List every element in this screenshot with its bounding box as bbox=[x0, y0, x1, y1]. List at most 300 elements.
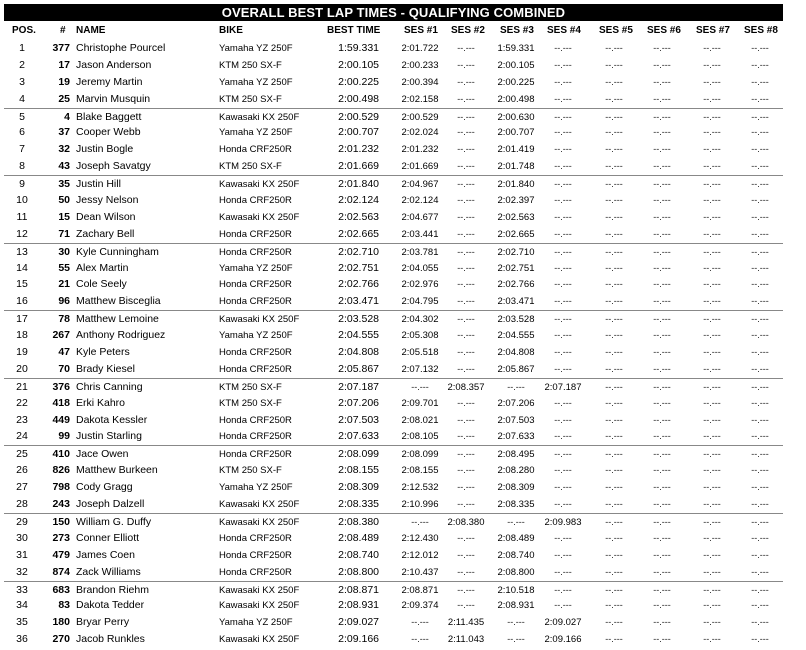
best-time-cell: 2:08.800 bbox=[338, 565, 379, 578]
session-3-cell: 2:10.518 bbox=[497, 584, 535, 596]
session-6-cell: --.--- bbox=[653, 347, 671, 358]
session-1-cell: 2:08.871 bbox=[401, 584, 439, 596]
session-4-cell: --.--- bbox=[554, 363, 572, 374]
col-s7-header: SES #7 bbox=[696, 25, 730, 36]
best-time-cell: 2:04.808 bbox=[338, 346, 379, 359]
table-row bbox=[4, 547, 783, 564]
rider-name-cell: Chris Canning bbox=[76, 380, 143, 393]
session-3-cell: 2:08.931 bbox=[497, 600, 535, 612]
session-7-cell: --.--- bbox=[703, 499, 721, 510]
col-s1-header: SES #1 bbox=[404, 25, 438, 36]
bike-cell: Honda CRF250R bbox=[219, 279, 292, 291]
session-6-cell: --.--- bbox=[653, 179, 671, 190]
session-2-cell: --.--- bbox=[457, 76, 475, 87]
table-row bbox=[4, 57, 783, 74]
table-row bbox=[4, 614, 783, 631]
session-7-cell: --.--- bbox=[703, 566, 721, 577]
rider-name-cell: Zachary Bell bbox=[76, 227, 135, 240]
session-8-cell: --.--- bbox=[751, 330, 769, 341]
session-5-cell: --.--- bbox=[605, 296, 623, 307]
session-7-cell: --.--- bbox=[703, 211, 721, 222]
session-5-cell: --.--- bbox=[605, 59, 623, 70]
session-6-cell: --.--- bbox=[653, 296, 671, 307]
session-4-cell: --.--- bbox=[554, 465, 572, 476]
rider-name-cell: James Coen bbox=[76, 548, 135, 561]
best-time-cell: 2:03.528 bbox=[338, 313, 379, 326]
session-8-cell: --.--- bbox=[751, 347, 769, 358]
session-8-cell: --.--- bbox=[751, 414, 769, 425]
rider-number-cell: 243 bbox=[52, 498, 70, 511]
session-6-cell: --.--- bbox=[653, 262, 671, 273]
session-3-cell: 2:02.563 bbox=[497, 211, 535, 223]
table-row bbox=[4, 462, 783, 479]
position-cell: 8 bbox=[19, 160, 25, 173]
rider-number-cell: 99 bbox=[58, 430, 70, 443]
session-3-cell: 2:00.225 bbox=[497, 76, 535, 88]
session-5-cell: --.--- bbox=[605, 347, 623, 358]
session-8-cell: --.--- bbox=[751, 516, 769, 527]
session-7-cell: --.--- bbox=[703, 330, 721, 341]
table-row bbox=[4, 141, 783, 158]
rider-number-cell: 377 bbox=[52, 42, 70, 54]
session-1-cell: 2:08.155 bbox=[401, 465, 439, 477]
session-5-cell: --.--- bbox=[605, 516, 623, 527]
session-7-cell: --.--- bbox=[703, 43, 721, 53]
session-5-cell: --.--- bbox=[605, 482, 623, 493]
session-7-cell: --.--- bbox=[703, 296, 721, 307]
best-time-cell: 2:00.105 bbox=[338, 58, 379, 71]
session-7-cell: --.--- bbox=[703, 465, 721, 476]
best-time-cell: 2:01.840 bbox=[338, 178, 379, 191]
best-time-cell: 2:05.867 bbox=[338, 362, 379, 375]
table-row bbox=[4, 74, 783, 91]
best-time-cell: 2:02.710 bbox=[338, 245, 379, 258]
session-4-cell: --.--- bbox=[554, 431, 572, 442]
session-7-cell: --.--- bbox=[703, 347, 721, 358]
session-5-cell: --.--- bbox=[605, 381, 623, 392]
session-6-cell: --.--- bbox=[653, 211, 671, 222]
table-row bbox=[4, 209, 783, 226]
best-time-cell: 2:08.740 bbox=[338, 548, 379, 561]
bike-cell: Yamaha YZ 250F bbox=[219, 330, 293, 342]
rider-name-cell: Brady Kiesel bbox=[76, 362, 135, 375]
session-1-cell: 2:08.021 bbox=[401, 414, 439, 426]
session-2-cell: --.--- bbox=[457, 246, 475, 257]
rider-name-cell: Brandon Riehm bbox=[76, 583, 149, 596]
position-cell: 29 bbox=[16, 515, 28, 528]
best-time-cell: 2:00.498 bbox=[338, 92, 379, 105]
session-5-cell: --.--- bbox=[605, 179, 623, 190]
bike-cell: Yamaha YZ 250F bbox=[219, 482, 293, 494]
session-5-cell: --.--- bbox=[605, 93, 623, 104]
position-cell: 25 bbox=[16, 448, 28, 461]
session-2-cell: --.--- bbox=[457, 111, 475, 122]
session-3-cell: 2:07.206 bbox=[497, 397, 535, 409]
session-2-cell: --.--- bbox=[457, 195, 475, 206]
bike-cell: Kawasaki KX 250F bbox=[219, 111, 300, 123]
best-time-cell: 2:08.335 bbox=[338, 498, 379, 511]
rider-number-cell: 479 bbox=[52, 548, 70, 561]
session-4-cell: --.--- bbox=[554, 111, 572, 122]
session-1-cell: 2:08.099 bbox=[401, 449, 439, 461]
rider-name-cell: Zack Williams bbox=[76, 565, 141, 578]
table-row bbox=[4, 581, 783, 598]
session-5-cell: --.--- bbox=[605, 363, 623, 374]
col-best-header: BEST TIME bbox=[327, 25, 381, 36]
session-6-cell: --.--- bbox=[653, 449, 671, 460]
position-cell: 5 bbox=[19, 110, 25, 123]
bike-cell: KTM 250 SX-F bbox=[219, 59, 282, 71]
session-8-cell: --.--- bbox=[751, 314, 769, 325]
bike-cell: KTM 250 SX-F bbox=[219, 93, 282, 105]
session-8-cell: --.--- bbox=[751, 397, 769, 408]
position-cell: 13 bbox=[16, 245, 28, 258]
session-3-cell: 2:04.808 bbox=[497, 347, 535, 359]
best-time-cell: 2:02.766 bbox=[338, 278, 379, 291]
session-7-cell: --.--- bbox=[703, 279, 721, 290]
session-2-cell: --.--- bbox=[457, 279, 475, 290]
rider-name-cell: Justin Hill bbox=[76, 178, 121, 191]
session-3-cell: 2:02.751 bbox=[497, 262, 535, 274]
page-title: OVERALL BEST LAP TIMES - QUALIFYING COMBINED bbox=[4, 4, 783, 21]
session-3-cell: 2:08.280 bbox=[497, 465, 535, 477]
rider-number-cell: 32 bbox=[58, 143, 70, 156]
session-1-cell: 2:09.374 bbox=[401, 600, 439, 612]
bike-cell: Kawasaki KX 250F bbox=[219, 584, 300, 596]
best-time-cell: 2:01.669 bbox=[338, 160, 379, 173]
session-8-cell: --.--- bbox=[751, 195, 769, 206]
session-5-cell: --.--- bbox=[605, 127, 623, 138]
rider-number-cell: 19 bbox=[58, 75, 70, 88]
table-row bbox=[4, 344, 783, 361]
rider-number-cell: 4 bbox=[64, 110, 70, 123]
table-row bbox=[4, 361, 783, 378]
session-5-cell: --.--- bbox=[605, 211, 623, 222]
position-cell: 10 bbox=[16, 194, 28, 207]
session-8-cell: --.--- bbox=[751, 499, 769, 510]
rider-name-cell: Kyle Peters bbox=[76, 346, 130, 359]
session-8-cell: --.--- bbox=[751, 634, 769, 645]
session-5-cell: --.--- bbox=[605, 465, 623, 476]
session-7-cell: --.--- bbox=[703, 314, 721, 325]
session-7-cell: --.--- bbox=[703, 549, 721, 560]
session-4-cell: --.--- bbox=[554, 584, 572, 595]
best-time-cell: 2:07.206 bbox=[338, 396, 379, 409]
session-5-cell: --.--- bbox=[605, 246, 623, 257]
rider-name-cell: William G. Duffy bbox=[76, 515, 152, 528]
session-5-cell: --.--- bbox=[605, 161, 623, 172]
bike-cell: Yamaha YZ 250F bbox=[219, 262, 293, 274]
table-row bbox=[4, 327, 783, 344]
rider-name-cell: Anthony Rodriguez bbox=[76, 329, 166, 342]
session-6-cell: --.--- bbox=[653, 59, 671, 70]
session-5-cell: --.--- bbox=[605, 195, 623, 206]
bike-cell: Honda CRF250R bbox=[219, 144, 292, 156]
bike-cell: Yamaha YZ 250F bbox=[219, 617, 293, 629]
session-4-cell: --.--- bbox=[554, 195, 572, 206]
session-4-cell: --.--- bbox=[554, 549, 572, 560]
session-3-cell: 2:01.419 bbox=[497, 144, 535, 156]
bike-cell: Honda CRF250R bbox=[219, 363, 292, 375]
session-1-cell: 2:01.232 bbox=[401, 144, 439, 156]
session-2-cell: --.--- bbox=[457, 414, 475, 425]
session-1-cell: 2:10.996 bbox=[401, 499, 439, 511]
best-time-cell: 2:03.471 bbox=[338, 295, 379, 308]
session-1-cell: 2:03.781 bbox=[401, 246, 439, 258]
session-1-cell: 2:10.437 bbox=[401, 566, 439, 578]
session-5-cell: --.--- bbox=[605, 330, 623, 341]
session-1-cell: 2:12.012 bbox=[401, 549, 439, 561]
session-3-cell: --.--- bbox=[507, 617, 525, 628]
session-2-cell: --.--- bbox=[457, 600, 475, 611]
session-5-cell: --.--- bbox=[605, 499, 623, 510]
bike-cell: KTM 250 SX-F bbox=[219, 397, 282, 409]
table-row bbox=[4, 276, 783, 293]
session-7-cell: --.--- bbox=[703, 111, 721, 122]
session-4-cell: --.--- bbox=[554, 279, 572, 290]
session-5-cell: --.--- bbox=[605, 414, 623, 425]
col-name-header: NAME bbox=[76, 25, 106, 36]
session-5-cell: --.--- bbox=[605, 43, 623, 53]
session-4-cell: --.--- bbox=[554, 449, 572, 460]
session-5-cell: --.--- bbox=[605, 76, 623, 87]
rider-number-cell: 270 bbox=[52, 633, 70, 646]
session-4-cell: --.--- bbox=[554, 59, 572, 70]
bike-cell: KTM 250 SX-F bbox=[219, 465, 282, 477]
table-row bbox=[4, 530, 783, 547]
session-6-cell: --.--- bbox=[653, 584, 671, 595]
results-table bbox=[4, 40, 783, 648]
session-7-cell: --.--- bbox=[703, 195, 721, 206]
col-s6-header: SES #6 bbox=[647, 25, 681, 36]
session-2-cell: --.--- bbox=[457, 314, 475, 325]
position-cell: 3 bbox=[19, 75, 25, 88]
session-8-cell: --.--- bbox=[751, 532, 769, 543]
session-3-cell: 2:02.710 bbox=[497, 246, 535, 258]
session-7-cell: --.--- bbox=[703, 482, 721, 493]
bike-cell: Honda CRF250R bbox=[219, 296, 292, 308]
table-row bbox=[4, 108, 783, 125]
rider-number-cell: 78 bbox=[58, 313, 70, 326]
session-6-cell: --.--- bbox=[653, 330, 671, 341]
session-2-cell: --.--- bbox=[457, 228, 475, 239]
session-3-cell: 2:03.528 bbox=[497, 314, 535, 326]
bike-cell: Honda CRF250R bbox=[219, 414, 292, 426]
session-1-cell: 2:03.441 bbox=[401, 228, 439, 240]
col-s2-header: SES #2 bbox=[451, 25, 485, 36]
table-row bbox=[4, 310, 783, 327]
session-5-cell: --.--- bbox=[605, 617, 623, 628]
table-row bbox=[4, 564, 783, 581]
rider-number-cell: 15 bbox=[58, 210, 70, 223]
session-8-cell: --.--- bbox=[751, 279, 769, 290]
session-6-cell: --.--- bbox=[653, 549, 671, 560]
session-3-cell: 2:00.707 bbox=[497, 127, 535, 139]
session-2-cell: --.--- bbox=[457, 566, 475, 577]
position-cell: 15 bbox=[16, 278, 28, 291]
session-2-cell: --.--- bbox=[457, 161, 475, 172]
session-6-cell: --.--- bbox=[653, 532, 671, 543]
bike-cell: Yamaha YZ 250F bbox=[219, 127, 293, 139]
session-1-cell: 2:02.124 bbox=[401, 195, 439, 207]
best-time-cell: 2:02.665 bbox=[338, 227, 379, 240]
session-6-cell: --.--- bbox=[653, 161, 671, 172]
rider-number-cell: 273 bbox=[52, 531, 70, 544]
best-time-cell: 2:09.166 bbox=[338, 633, 379, 646]
position-cell: 19 bbox=[16, 346, 28, 359]
session-6-cell: --.--- bbox=[653, 279, 671, 290]
session-6-cell: --.--- bbox=[653, 127, 671, 138]
session-1-cell: 2:12.430 bbox=[401, 532, 439, 544]
best-time-cell: 2:01.232 bbox=[338, 143, 379, 156]
rider-number-cell: 150 bbox=[52, 515, 70, 528]
session-7-cell: --.--- bbox=[703, 617, 721, 628]
session-2-cell: --.--- bbox=[457, 363, 475, 374]
rider-number-cell: 180 bbox=[52, 616, 70, 629]
best-time-cell: 2:08.931 bbox=[338, 599, 379, 612]
session-6-cell: --.--- bbox=[653, 93, 671, 104]
session-8-cell: --.--- bbox=[751, 93, 769, 104]
session-3-cell: 2:03.471 bbox=[497, 296, 535, 308]
col-num-header: # bbox=[60, 25, 66, 36]
session-4-cell: --.--- bbox=[554, 499, 572, 510]
rider-name-cell: Erki Kahro bbox=[76, 396, 126, 409]
session-3-cell: 2:00.498 bbox=[497, 93, 535, 105]
session-8-cell: --.--- bbox=[751, 246, 769, 257]
rider-name-cell: Bryar Perry bbox=[76, 616, 130, 629]
session-7-cell: --.--- bbox=[703, 93, 721, 104]
table-row bbox=[4, 192, 783, 209]
session-3-cell: 2:08.489 bbox=[497, 532, 535, 544]
session-7-cell: --.--- bbox=[703, 584, 721, 595]
session-6-cell: --.--- bbox=[653, 314, 671, 325]
bike-cell: Kawasaki KX 250F bbox=[219, 634, 300, 646]
session-6-cell: --.--- bbox=[653, 195, 671, 206]
session-6-cell: --.--- bbox=[653, 381, 671, 392]
session-1-cell: 2:05.308 bbox=[401, 330, 439, 342]
position-cell: 34 bbox=[16, 599, 28, 612]
bike-cell: Kawasaki KX 250F bbox=[219, 516, 300, 528]
col-bike-header: BIKE bbox=[219, 25, 243, 36]
session-6-cell: --.--- bbox=[653, 144, 671, 155]
best-time-cell: 2:04.555 bbox=[338, 329, 379, 342]
session-4-cell: --.--- bbox=[554, 161, 572, 172]
best-time-cell: 2:02.751 bbox=[338, 261, 379, 274]
session-8-cell: --.--- bbox=[751, 76, 769, 87]
position-cell: 11 bbox=[16, 210, 28, 223]
rider-name-cell: Cooper Webb bbox=[76, 126, 141, 139]
session-2-cell: --.--- bbox=[457, 499, 475, 510]
session-8-cell: --.--- bbox=[751, 482, 769, 493]
session-7-cell: --.--- bbox=[703, 76, 721, 87]
position-cell: 14 bbox=[16, 261, 28, 274]
session-6-cell: --.--- bbox=[653, 397, 671, 408]
rider-name-cell: Justin Starling bbox=[76, 430, 142, 443]
session-2-cell: --.--- bbox=[457, 584, 475, 595]
session-6-cell: --.--- bbox=[653, 600, 671, 611]
session-8-cell: --.--- bbox=[751, 59, 769, 70]
session-8-cell: --.--- bbox=[751, 179, 769, 190]
session-3-cell: --.--- bbox=[507, 634, 525, 645]
table-row bbox=[4, 631, 783, 648]
position-cell: 33 bbox=[16, 583, 28, 596]
rider-name-cell: Jeremy Martin bbox=[76, 75, 143, 88]
session-5-cell: --.--- bbox=[605, 449, 623, 460]
session-6-cell: --.--- bbox=[653, 516, 671, 527]
session-2-cell: --.--- bbox=[457, 211, 475, 222]
session-2-cell: --.--- bbox=[457, 296, 475, 307]
rider-number-cell: 83 bbox=[58, 599, 70, 612]
session-2-cell: --.--- bbox=[457, 549, 475, 560]
session-3-cell: 2:04.555 bbox=[497, 330, 535, 342]
best-time-cell: 2:02.563 bbox=[338, 210, 379, 223]
table-row bbox=[4, 175, 783, 192]
position-cell: 18 bbox=[16, 329, 28, 342]
session-1-cell: 2:02.024 bbox=[401, 127, 439, 139]
position-cell: 6 bbox=[19, 126, 25, 139]
position-cell: 22 bbox=[16, 396, 28, 409]
table-row bbox=[4, 597, 783, 614]
session-5-cell: --.--- bbox=[605, 262, 623, 273]
session-7-cell: --.--- bbox=[703, 144, 721, 155]
bike-cell: Honda CRF250R bbox=[219, 347, 292, 359]
table-row bbox=[4, 124, 783, 141]
best-time-cell: 2:00.225 bbox=[338, 75, 379, 88]
session-1-cell: 2:05.518 bbox=[401, 347, 439, 359]
session-4-cell: --.--- bbox=[554, 246, 572, 257]
session-8-cell: --.--- bbox=[751, 566, 769, 577]
best-time-cell: 2:08.309 bbox=[338, 481, 379, 494]
session-7-cell: --.--- bbox=[703, 449, 721, 460]
session-6-cell: --.--- bbox=[653, 414, 671, 425]
session-6-cell: --.--- bbox=[653, 482, 671, 493]
rider-number-cell: 798 bbox=[52, 481, 70, 494]
session-2-cell: --.--- bbox=[457, 59, 475, 70]
session-4-cell: 2:09.983 bbox=[544, 516, 582, 528]
position-cell: 12 bbox=[16, 227, 28, 240]
session-4-cell: --.--- bbox=[554, 179, 572, 190]
best-time-cell: 1:59.331 bbox=[338, 42, 379, 54]
bike-cell: Kawasaki KX 250F bbox=[219, 211, 300, 223]
table-row bbox=[4, 412, 783, 429]
session-6-cell: --.--- bbox=[653, 465, 671, 476]
session-6-cell: --.--- bbox=[653, 363, 671, 374]
session-2-cell: --.--- bbox=[457, 179, 475, 190]
session-8-cell: --.--- bbox=[751, 296, 769, 307]
position-cell: 2 bbox=[19, 58, 25, 71]
rider-name-cell: Conner Elliott bbox=[76, 531, 140, 544]
table-row bbox=[4, 260, 783, 277]
rider-number-cell: 826 bbox=[52, 464, 70, 477]
session-4-cell: --.--- bbox=[554, 532, 572, 543]
position-cell: 24 bbox=[16, 430, 28, 443]
session-7-cell: --.--- bbox=[703, 600, 721, 611]
session-2-cell: 2:11.435 bbox=[447, 617, 485, 629]
session-8-cell: --.--- bbox=[751, 43, 769, 53]
rider-number-cell: 418 bbox=[52, 396, 70, 409]
session-6-cell: --.--- bbox=[653, 617, 671, 628]
session-4-cell: --.--- bbox=[554, 76, 572, 87]
session-8-cell: --.--- bbox=[751, 584, 769, 595]
session-1-cell: 2:02.976 bbox=[401, 279, 439, 291]
session-5-cell: --.--- bbox=[605, 431, 623, 442]
session-5-cell: --.--- bbox=[605, 634, 623, 645]
bike-cell: Kawasaki KX 250F bbox=[219, 314, 300, 326]
session-4-cell: --.--- bbox=[554, 600, 572, 611]
bike-cell: Honda CRF250R bbox=[219, 246, 292, 258]
session-1-cell: --.--- bbox=[411, 617, 429, 628]
session-7-cell: --.--- bbox=[703, 532, 721, 543]
